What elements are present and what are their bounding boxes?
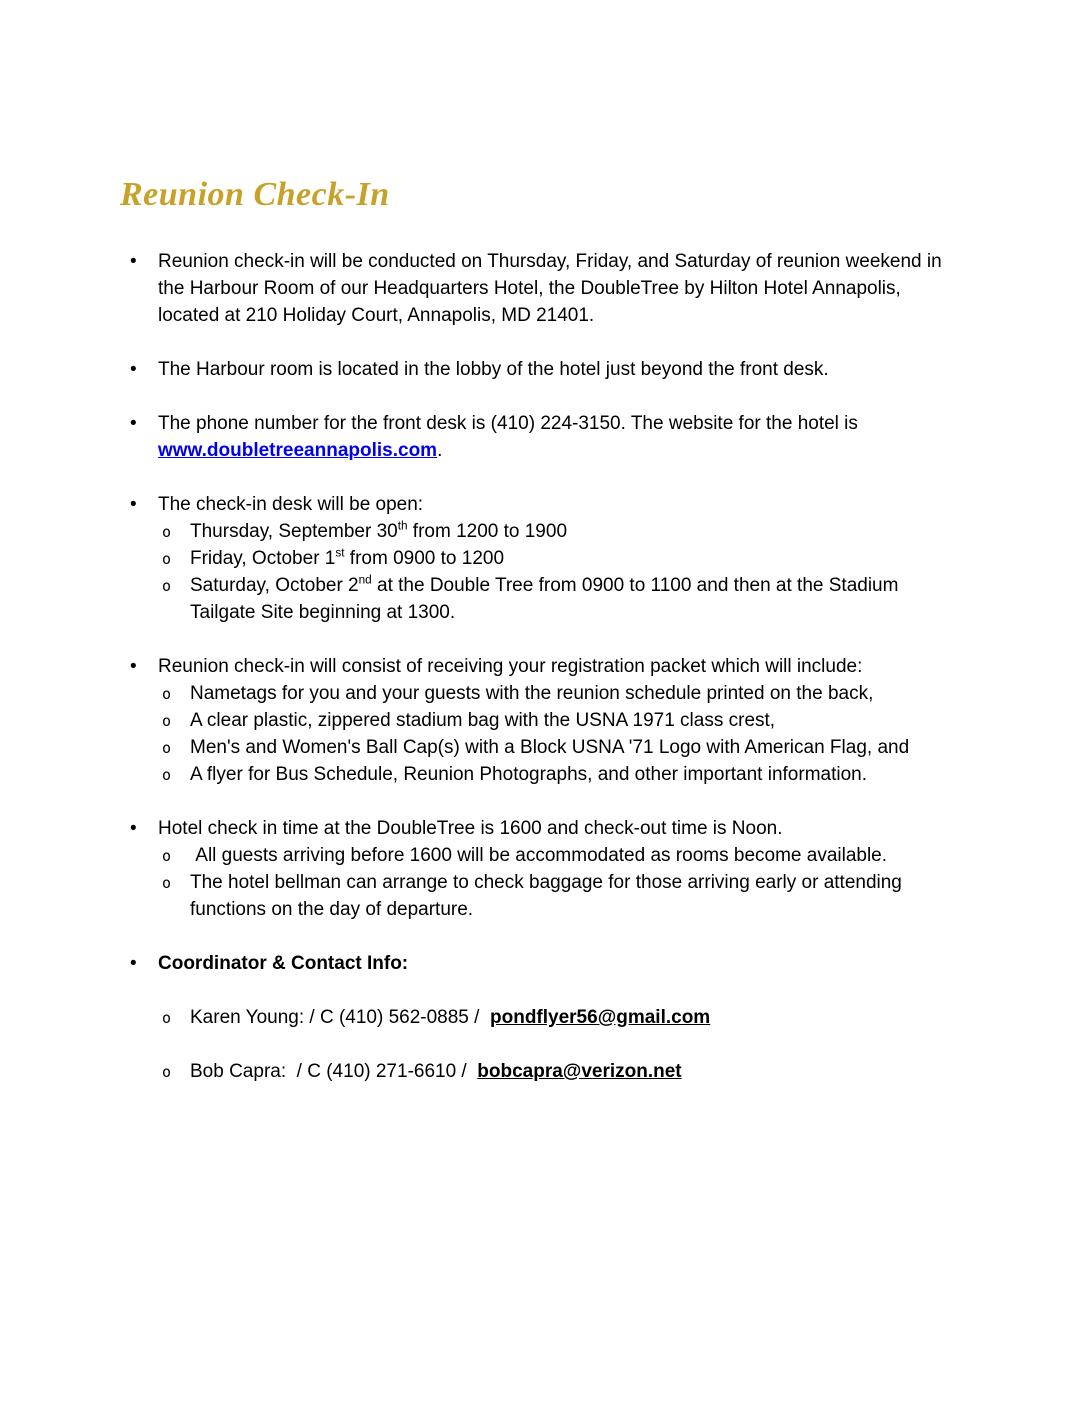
sub-bullet-item: [120, 869, 958, 923]
bullet-item: [120, 248, 958, 329]
bullet-item: [120, 410, 958, 464]
text-run: st: [335, 546, 345, 560]
bullet-text: [190, 548, 504, 569]
text-run: th: [397, 519, 408, 533]
circle-bullet-marker: o: [162, 685, 172, 703]
sub-bullet-item: [120, 572, 958, 626]
disc-bullet-marker: •: [130, 656, 137, 677]
text-run: Hotel check in time at the DoubleTree is 1600 and check-out time is Noon.: [158, 818, 783, 839]
sub-bullet-item: [120, 1004, 958, 1031]
bullet-item: [120, 491, 958, 518]
bullet-group-checkin-desk-hours: [120, 491, 958, 626]
disc-bullet-marker: •: [130, 251, 137, 272]
circle-bullet-marker: o: [162, 1009, 172, 1027]
bullet-text: [158, 494, 423, 515]
sub-bullet-item: [120, 707, 958, 734]
sub-bullet-item: [120, 680, 958, 707]
text-run: Coordinator & Contact Info:: [158, 953, 409, 974]
text-run: Men's and Women's Ball Cap(s) with a Block USNA '71 Logo with American Flag, and: [190, 737, 910, 758]
bullet-text: [190, 1007, 710, 1028]
bullet-item: [120, 815, 958, 842]
text-run: nd: [358, 573, 372, 587]
circle-bullet-marker: o: [162, 523, 172, 541]
text-run: A clear plastic, zippered stadium bag with the USNA 1971 class crest,: [190, 710, 776, 731]
sub-bullet-item: [120, 518, 958, 545]
bullet-item: [120, 356, 958, 383]
disc-bullet-marker: •: [130, 953, 137, 974]
bullet-text: [190, 764, 867, 785]
text-run: The Harbour room is located in the lobby of the hotel just beyond the front desk.: [158, 359, 829, 380]
bullet-text: [190, 710, 775, 731]
sub-bullet-item: [120, 842, 958, 869]
bullet-text: [190, 1061, 682, 1082]
text-run: The hotel bellman can arrange to check baggage for those arriving early or attending functions on the day of departure.: [190, 872, 908, 920]
text-run: The check-in desk will be open:: [158, 494, 424, 515]
bullet-text: [190, 575, 903, 623]
hotel-website-link[interactable]: www.doubletreeannapolis.com: [158, 440, 438, 461]
text-run: Nametags for you and your guests with the reunion schedule printed on the back,: [190, 683, 874, 704]
disc-bullet-marker: •: [130, 359, 137, 380]
text-run: at the Double Tree from 0900 to 1100 and then at the Stadium Tailgate Site beginning at 1300.: [190, 575, 904, 623]
circle-bullet-marker: o: [162, 577, 172, 595]
bullet-text: [158, 251, 947, 326]
circle-bullet-marker: o: [162, 712, 172, 730]
bullet-text: [190, 521, 567, 542]
bullet-item: [120, 653, 958, 680]
text-run: Thursday, September 30: [190, 521, 398, 542]
text-run: Saturday, October 2: [190, 575, 359, 596]
bullet-text: [158, 359, 829, 380]
bullet-text: [158, 818, 783, 839]
text-run: All guests arriving before 1600 will be accommodated as rooms become available.: [190, 845, 888, 866]
circle-bullet-marker: o: [162, 1063, 172, 1081]
bullet-group-checkin-conducted: [120, 248, 958, 329]
bullet-text: [158, 953, 408, 974]
sub-bullet-item: [120, 1058, 958, 1085]
bullet-group-harbour-room-location: [120, 356, 958, 383]
disc-bullet-marker: •: [130, 413, 137, 434]
text-run: Reunion check-in will be conducted on Thursday, Friday, and Saturday of reunion weekend in the Harbour Room of our Headquarters Hotel, the DoubleTree by Hilton Hotel Annapolis, located at 210 Holiday Court, Annapolis, MD 21401.: [158, 251, 947, 326]
bullet-item: [120, 950, 958, 977]
text-run: from 1200 to 1900: [407, 521, 568, 542]
karen-email-link[interactable]: pondflyer56@gmail.com: [490, 1007, 711, 1028]
bullet-group-front-desk-phone: [120, 410, 958, 464]
bullet-text: [190, 737, 909, 758]
text-run: Bob Capra: / C (410) 271-6610 /: [190, 1061, 478, 1082]
sub-bullet-item: [120, 545, 958, 572]
bullet-group-hotel-checkin-time: [120, 815, 958, 923]
bullet-text: [190, 683, 873, 704]
bullet-text: [158, 413, 863, 461]
bullet-group-registration-packet: [120, 653, 958, 788]
page-title: Reunion Check-In: [120, 176, 390, 213]
text-run: Karen Young: / C (410) 562-0885 /: [190, 1007, 490, 1028]
bullet-group-coordinator-contact: [120, 950, 958, 1085]
sub-bullet-item: [120, 734, 958, 761]
sub-bullet-item: [120, 761, 958, 788]
circle-bullet-marker: o: [162, 550, 172, 568]
bob-email-link[interactable]: bobcapra@verizon.net: [477, 1061, 682, 1082]
text-run: .: [437, 440, 443, 461]
bullet-text: [158, 656, 862, 677]
disc-bullet-marker: •: [130, 494, 137, 515]
text-run: The phone number for the front desk is (410) 224-3150. The website for the hotel is: [158, 413, 864, 434]
circle-bullet-marker: o: [162, 739, 172, 757]
bullet-text: [190, 845, 887, 866]
text-run: A flyer for Bus Schedule, Reunion Photographs, and other important information.: [190, 764, 868, 785]
bullet-text: [190, 872, 907, 920]
text-run: Friday, October 1: [190, 548, 336, 569]
circle-bullet-marker: o: [162, 766, 172, 784]
disc-bullet-marker: •: [130, 818, 137, 839]
circle-bullet-marker: o: [162, 847, 172, 865]
bullet-list: [120, 248, 958, 1085]
text-run: Reunion check-in will consist of receiving your registration packet which will include:: [158, 656, 863, 677]
circle-bullet-marker: o: [162, 874, 172, 892]
text-run: from 0900 to 1200: [344, 548, 505, 569]
